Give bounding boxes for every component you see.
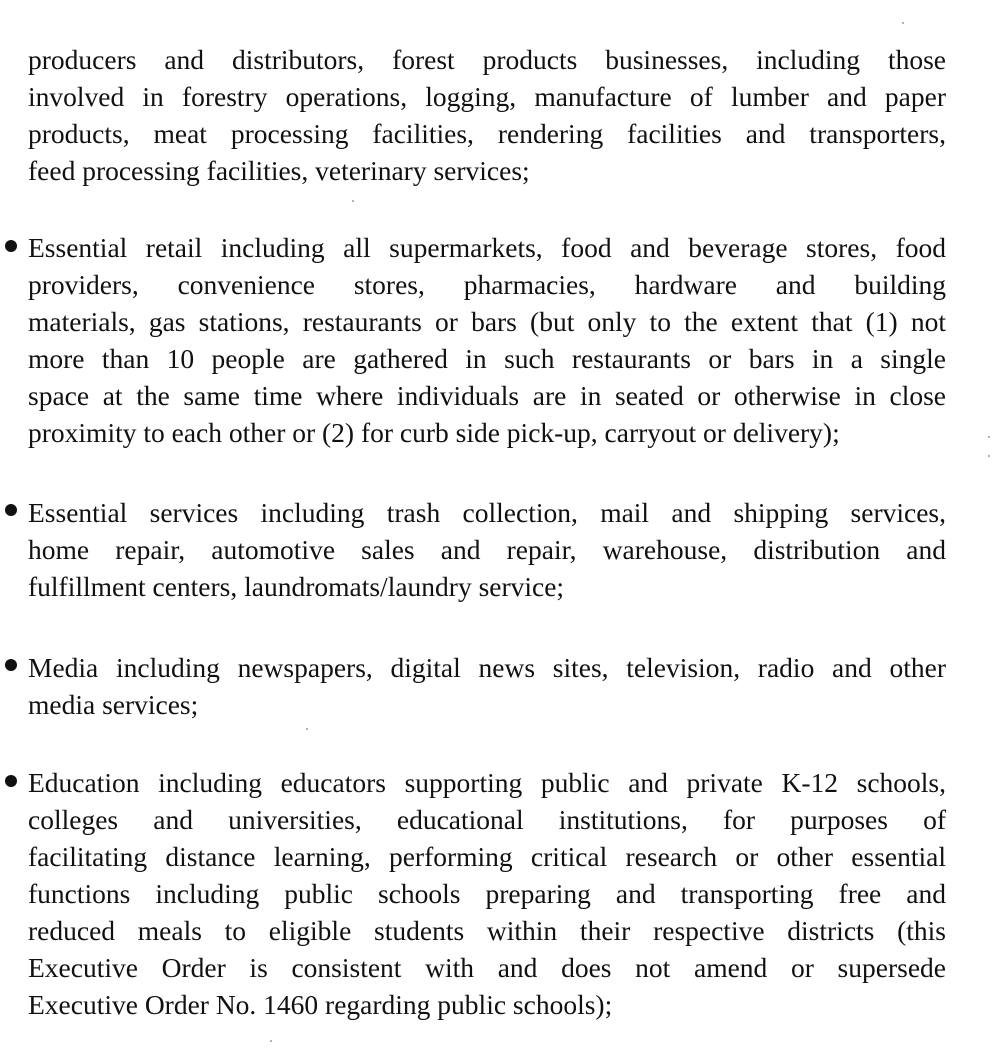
bullet-line: Essential retail including all supermarkets, food and beverage stores, food	[28, 232, 946, 263]
bullet-line: home repair, automotive sales and repair, warehouse, distribution and	[28, 534, 946, 565]
bullet-line: Executive Order No. 1460 regarding public schools);	[28, 989, 613, 1020]
scan-speck	[306, 728, 308, 730]
bullet-item-education	[28, 764, 946, 1023]
bullet-line: media services;	[28, 689, 199, 720]
bullet-line: materials, gas stations, restaurants or bars (but only to the extent that (1) not	[28, 306, 946, 337]
bullet-item-media	[28, 649, 946, 723]
bullet-line: proximity to each other or (2) for curb side pick-up, carryout or delivery);	[28, 417, 840, 448]
scan-speck	[988, 436, 990, 438]
continued-paragraph	[28, 41, 946, 189]
paragraph-line: producers and distributors, forest products businesses, including those	[28, 44, 946, 75]
bullet-line: fulfillment centers, laundromats/laundry service;	[28, 571, 565, 602]
bullet-line: space at the same time where individuals are in seated or otherwise in close	[28, 380, 946, 411]
scan-speck	[988, 455, 990, 457]
bullet-line: providers, convenience stores, pharmacies, hardware and building	[28, 269, 946, 300]
paragraph-line: involved in forestry operations, logging, manufacture of lumber and paper	[28, 81, 946, 112]
bullet-icon	[5, 240, 17, 252]
bullet-line: reduced meals to eligible students within their respective districts (this	[28, 915, 946, 946]
paragraph-line: feed processing facilities, veterinary services;	[28, 155, 530, 186]
bullet-line: Education including educators supporting public and private K-12 schools,	[28, 767, 946, 798]
bullet-icon	[5, 659, 17, 671]
bullet-icon	[5, 775, 17, 787]
bullet-item-essential-services	[28, 494, 946, 605]
bullet-line: colleges and universities, educational institutions, for purposes of	[28, 804, 946, 835]
scan-speck	[270, 1040, 272, 1042]
bullet-item-essential-retail	[28, 229, 946, 451]
paragraph-line: products, meat processing facilities, rendering facilities and transporters,	[28, 118, 946, 149]
bullet-line: facilitating distance learning, performing critical research or other essential	[28, 841, 946, 872]
scan-speck	[352, 200, 354, 202]
bullet-line: Media including newspapers, digital news sites, television, radio and other	[28, 652, 946, 683]
bullet-line: functions including public schools preparing and transporting free and	[28, 878, 946, 909]
scan-speck	[902, 22, 904, 24]
bullet-icon	[5, 504, 17, 516]
bullet-line: Executive Order is consistent with and does not amend or supersede	[28, 952, 946, 983]
bullet-line: more than 10 people are gathered in such restaurants or bars in a single	[28, 343, 946, 374]
bullet-line: Essential services including trash collection, mail and shipping services,	[28, 497, 946, 528]
